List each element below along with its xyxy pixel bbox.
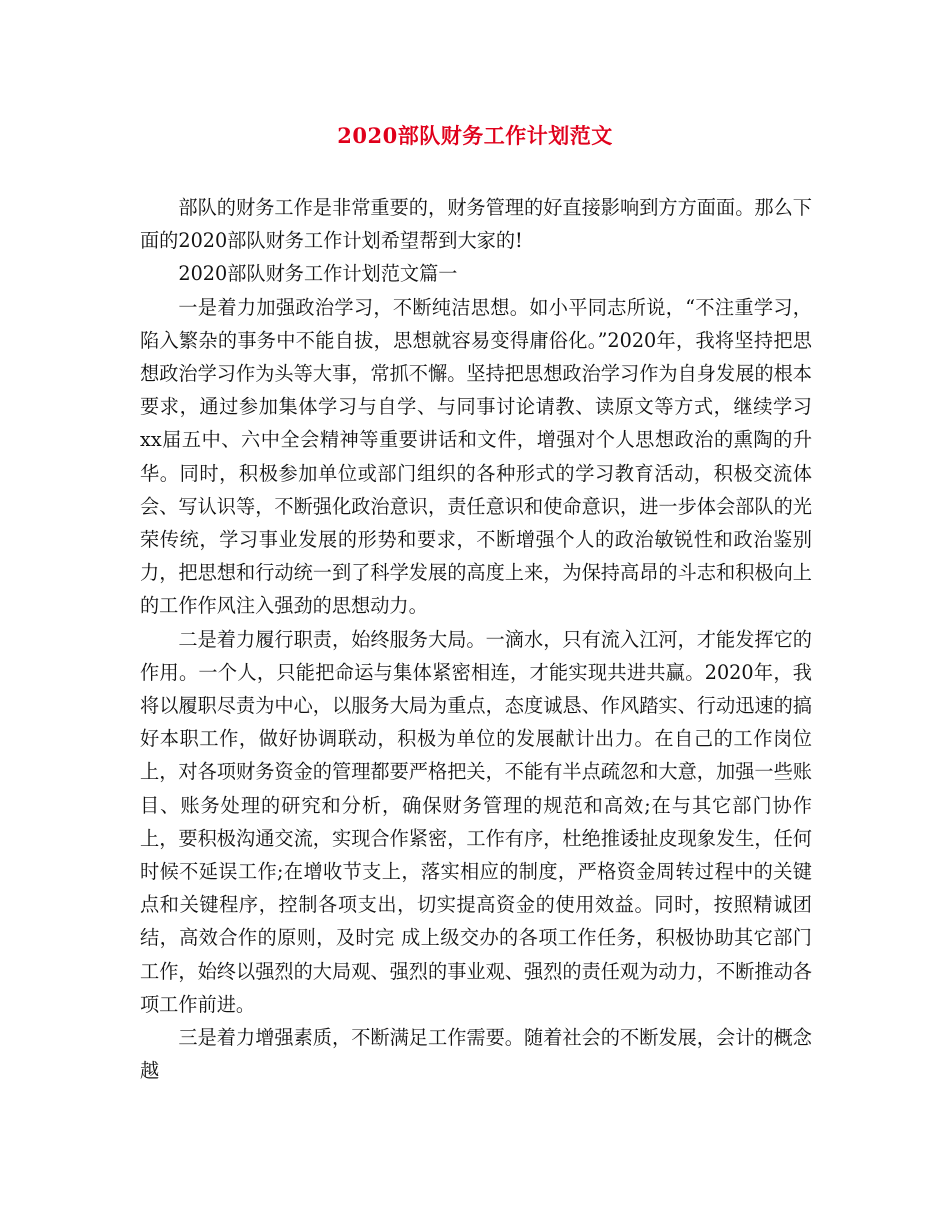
intro-paragraph: 部队的财务工作是非常重要的，财务管理的好直接影响到方方面面。那么下面的2020部队财务工作计划希望帮到大家的! [140, 196, 812, 253]
document-title: 2020部队财务工作计划范文 [337, 123, 613, 148]
section-heading: 2020部队财务工作计划范文篇一 [178, 262, 458, 286]
paragraph-3: 三是着力增强素质，不断满足工作需要。随着社会的不断发展，会计的概念越 [140, 1026, 812, 1083]
paragraph-1: 一是着力加强政治学习，不断纯洁思想。如小平同志所说，“不注重学习，陷入繁杂的事务中不能自拔，思想就容易变得庸俗化。”2020年，我将坚持把思想政治学习作为头等大事，常抓不懈。坚持把思想政治学习作为自身发展的根本要求，通过参加集体学习与自学、与同事讨论请教、读原文等方式，继续学习xx届五中、六中全会精神等重要讲话和文件，增强对个人思想政治的熏陶的升华。同时，积极参加单位或部门组织的各种形式的学习教育活动，积极交流体会、写认识等，不断强化政治意识，责任意识和使命意识，进一步体会部队的光荣传统，学习事业发展的形势和要求，不断增强个人的政治敏锐性和政治鉴别力，把思想和行动统一到了科学发展的高度上来，为保持高昂的斗志和积极向上的工作作风注入强劲的思想动力。 [140, 295, 812, 618]
paragraph-2: 二是着力履行职责，始终服务大局。一滴水，只有流入江河，才能发挥它的作用。一个人，只能把命运与集体紧密相连，才能实现共进共赢。2020年，我将以履职尽责为中心，以服务大局为重点，态度诚恳、作风踏实、行动迅速的搞好本职工作，做好协调联动，积极为单位的发展献计出力。在自己的工作岗位上，对各项财务资金的管理都要严格把关，不能有半点疏忽和大意，加强一些账目、账务处理的研究和分析，确保财务管理的规范和高效;在与其它部门协作上，要积极沟通交流，实现合作紧密，工作有序，杜绝推诿扯皮现象发生，任何时候不延误工作;在增收节支上，落实相应的制度，严格资金周转过程中的关键点和关键程序，控制各项支出，切实提高资金的使用效益。同时，按照精诚团结，高效合作的原则，及时完 成上级交办的各项工作任务，积极协助其它部门工作，始终以强烈的大局观、强烈的事业观、强烈的责任观为动力，不断推动各项工作前进。 [140, 627, 812, 1016]
document-body [140, 191, 812, 1087]
